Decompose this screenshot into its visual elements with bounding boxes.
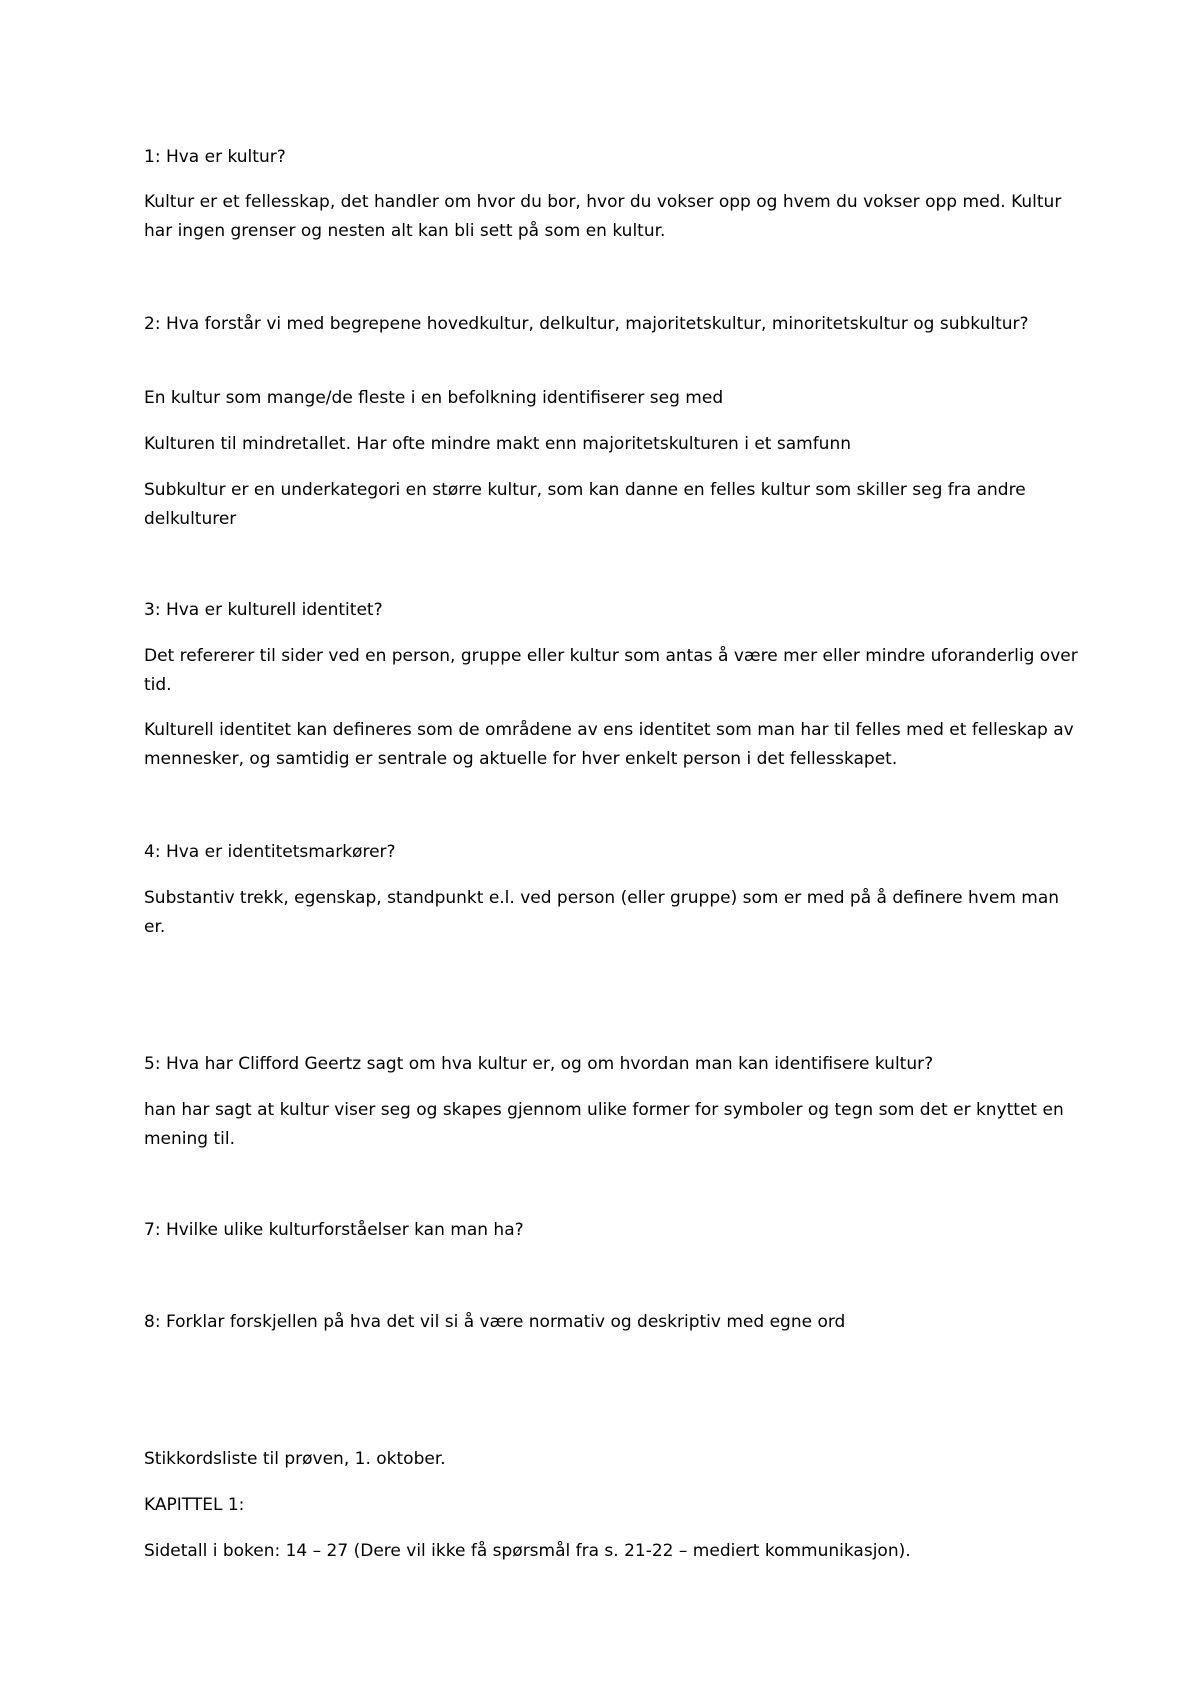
page-range-note: Sidetall i boken: 14 – 27 (Dere vil ikke få spørsmål fra s. 21-22 – mediert kommunikasjon). [144,1541,911,1561]
keyword-list-title: Stikkordsliste til prøven, 1. oktober. [144,1449,446,1469]
answer-5-paragraph: han har sagt at kultur viser seg og skapes gjennom ulike former for symboler og tegn som det er knyttet en mening til. [144,1100,1064,1149]
question-4-heading: 4: Hva er identitetsmarkører? [144,842,396,862]
question-5-heading: 5: Hva har Clifford Geertz sagt om hva kultur er, og om hvordan man kan identifisere kultur? [144,1054,934,1074]
answer-1-paragraph: Kultur er et fellesskap, det handler om hvor du bor, hvor du vokser opp og hvem du vokser opp med. Kultur har ingen grenser og nesten alt kan bli sett på som en kultur. [144,192,1062,241]
answer-2-paragraph-2: Kulturen til mindretallet. Har ofte mindre makt enn majoritetskulturen i et samfunn [144,434,852,454]
answer-3-paragraph-2: Kulturell identitet kan defineres som de områdene av ens identitet som man har til felles med et felleskap av mennesker, og samtidig er sentrale og aktuelle for hver enkelt person i det fellesskapet. [144,720,1074,769]
answer-3-paragraph-1: Det refererer til sider ved en person, gruppe eller kultur som antas å være mer eller mindre uforanderlig over tid. [144,646,1078,695]
answer-2-paragraph-3: Subkultur er en underkategori en større kultur, som kan danne en felles kultur som skiller seg fra andre delkulturer [144,480,1026,529]
question-3-heading: 3: Hva er kulturell identitet? [144,600,383,620]
answer-4-paragraph: Substantiv trekk, egenskap, standpunkt e.l. ved person (eller gruppe) som er med på å definere hvem man er. [144,888,1060,937]
question-8-heading: 8: Forklar forskjellen på hva det vil si å være normativ og deskriptiv med egne ord [144,1312,846,1332]
question-2-heading: 2: Hva forstår vi med begrepene hovedkultur, delkultur, majoritetskultur, minoritetskultur og subkultur? [144,314,1029,334]
question-1-heading: 1: Hva er kultur? [144,147,286,167]
answer-2-paragraph-1: En kultur som mange/de fleste i en befolkning identifiserer seg med [144,388,724,408]
question-7-heading: 7: Hvilke ulike kulturforståelser kan man ha? [144,1220,524,1240]
chapter-1-heading: KAPITTEL 1: [144,1495,245,1515]
